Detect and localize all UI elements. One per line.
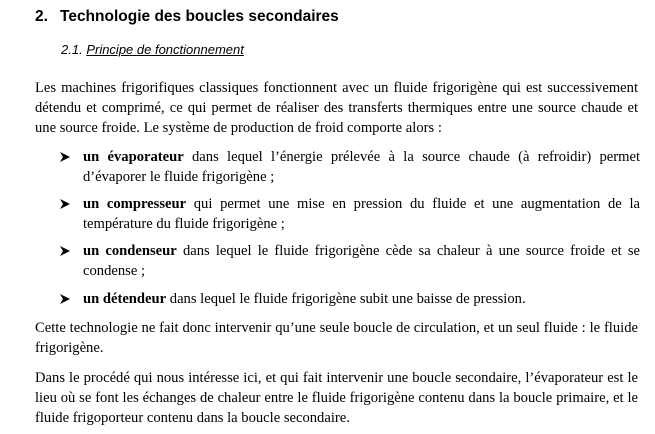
paragraph-single-loop: Cette technologie ne fait donc intervenir qu’une seule boucle de circulation, et un seul fluide : le fluide frigorigène.: [35, 320, 638, 356]
subsection-number: 2.1.: [61, 42, 83, 57]
list-item-description: dans lequel l’énergie prélevée à la source chaude (à refroidir) permet d’évaporer le fluide frigorigène ;: [83, 149, 640, 185]
list-item-description: dans lequel le fluide frigorigène subit une baisse de pression.: [166, 291, 526, 307]
list-item-description: qui permet une mise en pression du fluide et une augmentation de la température du fluide frigorigène ;: [83, 196, 640, 232]
paragraph-secondary-loop: Dans le procédé qui nous intéresse ici, et qui fait intervenir une boucle secondaire, l’évaporateur est le lieu où se font les échanges de chaleur entre le fluide frigorigène contenu dans la boucle primaire, et le fluide frigoporteur contenu dans la boucle secondaire.: [35, 370, 638, 426]
arrowhead-bullet-icon: [60, 152, 70, 162]
subsection-heading: [61, 42, 244, 58]
list-item-text: [83, 147, 640, 187]
list-item-text: [83, 194, 640, 234]
arrowhead-bullet-icon: [60, 199, 70, 209]
section-heading: [35, 7, 339, 27]
list-item-description: dans lequel le fluide frigorigène cède sa chaleur à une source froide et se condense ;: [83, 243, 641, 279]
section-title: Technologie des boucles secondaires: [60, 8, 339, 25]
list-item-term: un évaporateur: [83, 149, 184, 165]
list-item-term: un condenseur: [83, 243, 177, 259]
list-item-text: [83, 289, 640, 309]
subsection-title: Principe de fonctionnement: [86, 42, 244, 57]
section-number: 2.: [35, 8, 48, 25]
list-item-text: [83, 241, 640, 281]
list-item-term: un compresseur: [83, 196, 187, 212]
arrowhead-bullet-icon: [60, 246, 70, 256]
intro-paragraph: Les machines frigorifiques classiques fonctionnent avec un fluide frigorigène qui est successivement détendu et comprimé, ce qui permet de réaliser des transferts thermiques entre une source chaude et une source froide. Le système de production de froid comporte alors :: [35, 80, 638, 136]
arrowhead-bullet-icon: [60, 294, 70, 304]
list-item-term: un détendeur: [83, 291, 167, 307]
